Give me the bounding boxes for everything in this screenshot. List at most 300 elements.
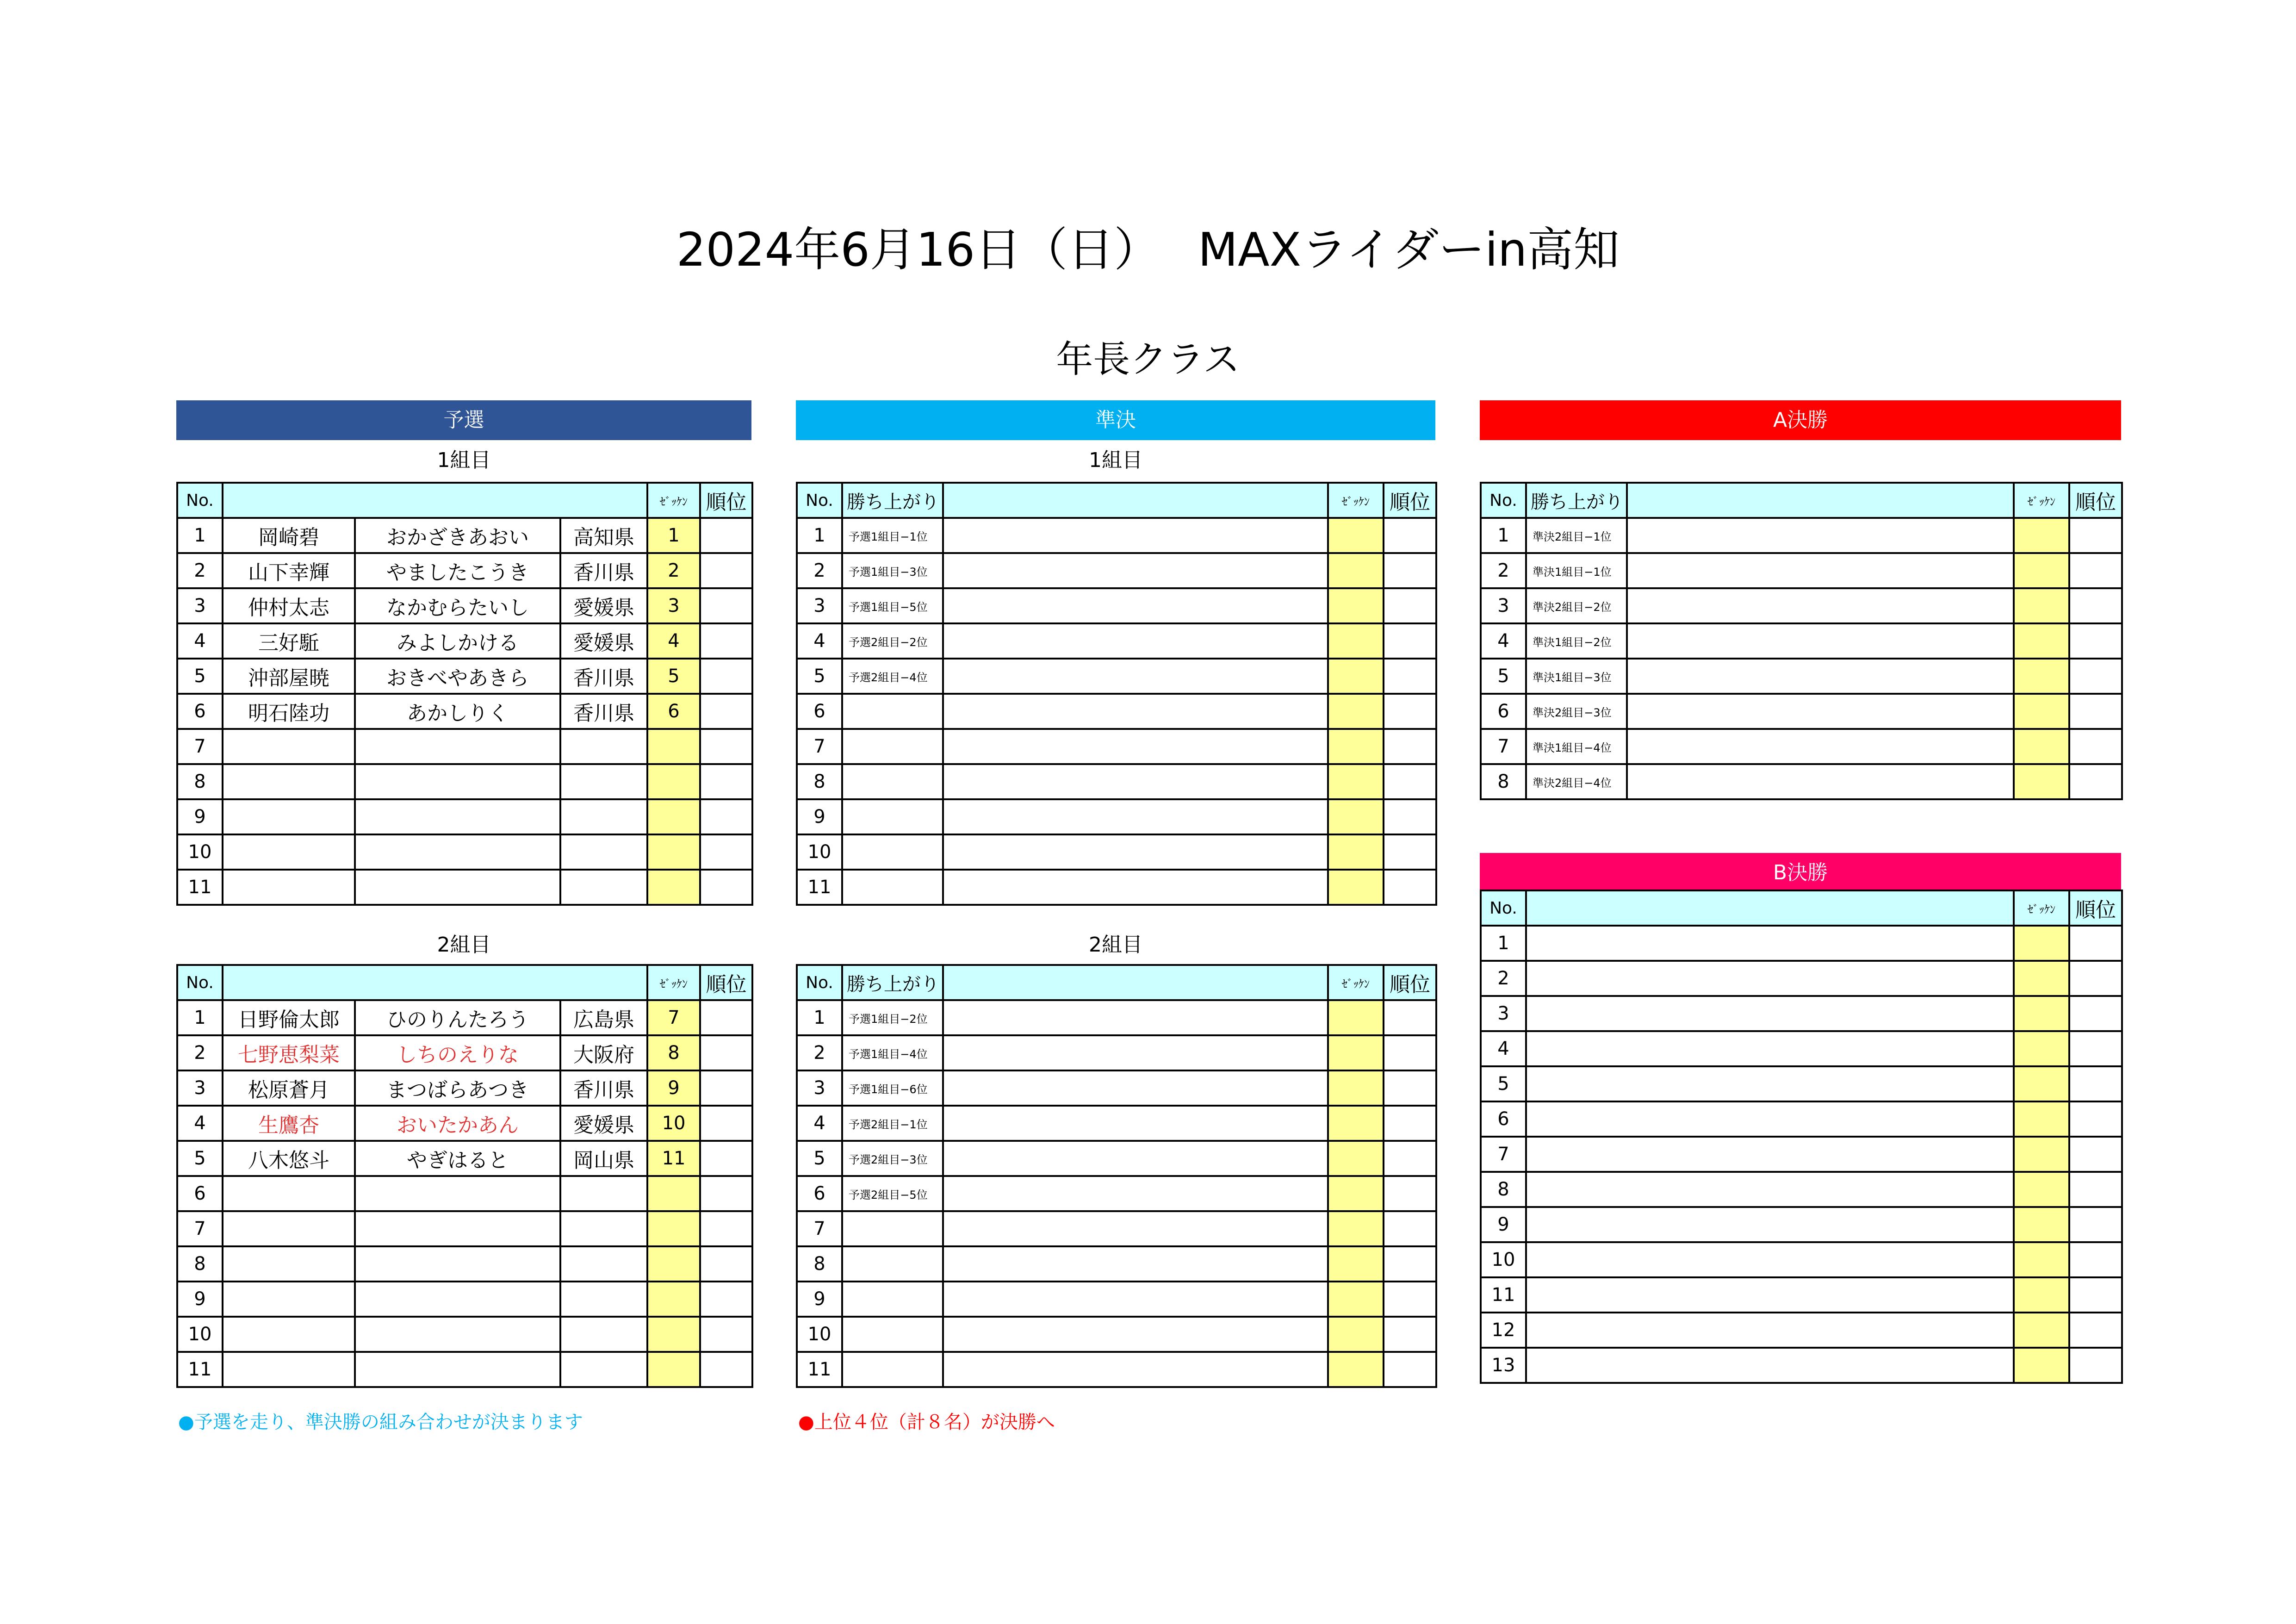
- row-no: 2: [797, 553, 842, 588]
- header-juni: 順位: [1384, 965, 1436, 1000]
- rider-prefecture: [560, 1282, 647, 1317]
- rider-cell: [943, 659, 1328, 694]
- row-no: 4: [797, 623, 842, 659]
- row-no: 5: [797, 1141, 842, 1176]
- zekken-cell: [2014, 729, 2069, 764]
- rank-cell: [1384, 1352, 1436, 1387]
- rank-cell: [2069, 1172, 2122, 1207]
- header-row: [1481, 890, 2122, 926]
- zekken-cell: [1328, 1106, 1384, 1141]
- table-row: [1481, 1172, 2122, 1207]
- table-row: [1481, 1313, 2122, 1348]
- rank-cell: [1384, 694, 1436, 729]
- table-row: [1481, 1242, 2122, 1277]
- advance-source: 準決2組目−3位: [1526, 694, 1627, 729]
- row-no: 9: [1481, 1207, 1526, 1242]
- row-no: 3: [177, 588, 223, 623]
- row-no: 3: [1481, 996, 1526, 1031]
- rider-cell: [943, 1070, 1328, 1106]
- zekken-cell: [1328, 553, 1384, 588]
- rank-cell: [1384, 553, 1436, 588]
- zekken-number: [647, 870, 700, 905]
- row-no: 3: [797, 588, 842, 623]
- table-row: [1481, 1101, 2122, 1137]
- row-no: 7: [1481, 729, 1526, 764]
- row-no: 1: [797, 518, 842, 553]
- zekken-cell: [2014, 926, 2069, 961]
- table-row: [177, 623, 752, 659]
- row-no: 3: [797, 1070, 842, 1106]
- row-no: 1: [797, 1000, 842, 1035]
- advance-source: 予選1組目−3位: [842, 553, 943, 588]
- table-row: [797, 870, 1436, 905]
- advance-source: [842, 694, 943, 729]
- rider-prefecture: 香川県: [560, 694, 647, 729]
- page-title: 2024年6月16日（日） MAXライダーin高知: [676, 223, 1620, 277]
- rank-cell: [700, 1352, 752, 1387]
- rank-cell: [1384, 518, 1436, 553]
- table-row: [177, 1141, 752, 1176]
- row-no: 10: [177, 1317, 223, 1352]
- zekken-cell: [1328, 1035, 1384, 1070]
- zekken-number: [647, 1246, 700, 1282]
- rank-cell: [2069, 1137, 2122, 1172]
- yosen-group2-label: 2組目: [437, 933, 491, 957]
- class-title: 年長クラス: [1056, 338, 1240, 381]
- advance-source: [842, 1246, 943, 1282]
- advance-source: 準決2組目−1位: [1526, 518, 1627, 553]
- advance-source: 予選2組目−5位: [842, 1176, 943, 1211]
- header-no: No.: [797, 965, 842, 1000]
- rider-name: [223, 1352, 355, 1387]
- rank-cell: [2069, 1313, 2122, 1348]
- zekken-number: [647, 1317, 700, 1352]
- zekken-cell: [2014, 694, 2069, 729]
- row-no: 8: [177, 1246, 223, 1282]
- header-no: No.: [177, 965, 223, 1000]
- header-row: [177, 965, 752, 1000]
- rider-cell: [1526, 1066, 2014, 1101]
- advance-source: 予選1組目−2位: [842, 1000, 943, 1035]
- rider-name: 生鷹杏: [223, 1106, 355, 1141]
- rank-cell: [700, 1141, 752, 1176]
- row-no: 8: [1481, 764, 1526, 799]
- rank-cell: [2069, 729, 2122, 764]
- header-kachiagari: 勝ち上がり: [842, 965, 943, 1000]
- rider-prefecture: 香川県: [560, 1070, 647, 1106]
- header-no: No.: [1481, 890, 1526, 926]
- rider-cell: [943, 834, 1328, 870]
- rider-cell: [1627, 694, 2014, 729]
- rider-prefecture: 愛媛県: [560, 588, 647, 623]
- row-no: 11: [797, 870, 842, 905]
- table-row: [1481, 1066, 2122, 1101]
- rider-prefecture: [560, 870, 647, 905]
- row-no: 7: [1481, 1137, 1526, 1172]
- rider-cell: [943, 1000, 1328, 1035]
- table-row: [797, 1106, 1436, 1141]
- rider-prefecture: [560, 834, 647, 870]
- rider-name: [223, 1246, 355, 1282]
- rider-kana: [355, 1317, 560, 1352]
- row-no: 1: [1481, 926, 1526, 961]
- zekken-number: 3: [647, 588, 700, 623]
- advance-source: [842, 1211, 943, 1246]
- table-row: [797, 834, 1436, 870]
- rider-cell: [1627, 764, 2014, 799]
- table-row: [177, 553, 752, 588]
- header-zekken: ｾﾞｯｹﾝ: [2014, 890, 2069, 926]
- header-zekken: ｾﾞｯｹﾝ: [1328, 483, 1384, 518]
- zekken-cell: [2014, 623, 2069, 659]
- table-row: [177, 729, 752, 764]
- table-row: [177, 1211, 752, 1246]
- rider-prefecture: [560, 1246, 647, 1282]
- rider-cell: [1627, 623, 2014, 659]
- rider-cell: [1627, 518, 2014, 553]
- table-row: [797, 694, 1436, 729]
- rider-kana: おかざきあおい: [355, 518, 560, 553]
- rider-name: [223, 1176, 355, 1211]
- row-no: 2: [797, 1035, 842, 1070]
- row-no: 3: [177, 1070, 223, 1106]
- advance-source: 準決2組目−4位: [1526, 764, 1627, 799]
- row-no: 2: [1481, 553, 1526, 588]
- rider-cell: [943, 1317, 1328, 1352]
- row-no: 7: [177, 729, 223, 764]
- header-row: [797, 965, 1436, 1000]
- rider-cell: [943, 1246, 1328, 1282]
- zekken-number: [647, 799, 700, 834]
- row-no: 2: [177, 553, 223, 588]
- rank-cell: [2069, 926, 2122, 961]
- row-no: 4: [1481, 623, 1526, 659]
- rank-cell: [700, 1282, 752, 1317]
- rank-cell: [1384, 1317, 1436, 1352]
- zekken-cell: [1328, 870, 1384, 905]
- rank-cell: [1384, 1000, 1436, 1035]
- row-no: 2: [1481, 961, 1526, 996]
- table-row: [177, 588, 752, 623]
- rider-prefecture: 愛媛県: [560, 1106, 647, 1141]
- zekken-cell: [1328, 588, 1384, 623]
- rider-kana: おきべやあきら: [355, 659, 560, 694]
- rider-name: [223, 870, 355, 905]
- rank-cell: [1384, 623, 1436, 659]
- table-row: [1481, 1137, 2122, 1172]
- rank-cell: [1384, 1211, 1436, 1246]
- zekken-number: 2: [647, 553, 700, 588]
- rank-cell: [2069, 1031, 2122, 1066]
- table-row: [177, 1035, 752, 1070]
- rank-cell: [2069, 1242, 2122, 1277]
- table-row: [177, 834, 752, 870]
- rider-cell: [1526, 1172, 2014, 1207]
- table-row: [1481, 659, 2122, 694]
- rider-kana: [355, 764, 560, 799]
- row-no: 4: [1481, 1031, 1526, 1066]
- zekken-cell: [1328, 1176, 1384, 1211]
- row-no: 10: [177, 834, 223, 870]
- a-final-band: A決勝: [1480, 400, 2121, 440]
- rider-prefecture: [560, 729, 647, 764]
- rider-cell: [1526, 1348, 2014, 1383]
- row-no: 11: [177, 870, 223, 905]
- table-row: [797, 799, 1436, 834]
- row-no: 5: [177, 1141, 223, 1176]
- zekken-cell: [1328, 659, 1384, 694]
- rank-cell: [1384, 1106, 1436, 1141]
- rider-kana: あかしりく: [355, 694, 560, 729]
- row-no: 9: [797, 1282, 842, 1317]
- rank-cell: [2069, 553, 2122, 588]
- rank-cell: [2069, 1101, 2122, 1137]
- rider-kana: しちのえりな: [355, 1035, 560, 1070]
- zekken-cell: [2014, 1313, 2069, 1348]
- rank-cell: [2069, 764, 2122, 799]
- rider-name: [223, 1317, 355, 1352]
- yosen-band: 予選: [176, 400, 751, 440]
- rider-cell: [1526, 1277, 2014, 1313]
- rider-cell: [1526, 1242, 2014, 1277]
- row-no: 2: [177, 1035, 223, 1070]
- zekken-number: 10: [647, 1106, 700, 1141]
- rider-cell: [943, 870, 1328, 905]
- a-final-table: [1480, 482, 2123, 800]
- rider-cell: [1526, 996, 2014, 1031]
- junketsu-group2-table: [796, 964, 1437, 1388]
- rider-cell: [943, 1211, 1328, 1246]
- zekken-number: [647, 1176, 700, 1211]
- row-no: 5: [177, 659, 223, 694]
- rank-cell: [2069, 518, 2122, 553]
- row-no: 3: [1481, 588, 1526, 623]
- zekken-cell: [1328, 623, 1384, 659]
- header-juni: 順位: [700, 483, 752, 518]
- row-no: 9: [177, 799, 223, 834]
- rank-cell: [700, 518, 752, 553]
- rider-kana: [355, 799, 560, 834]
- rank-cell: [2069, 1348, 2122, 1383]
- advance-source: 準決1組目−3位: [1526, 659, 1627, 694]
- table-row: [177, 1106, 752, 1141]
- table-row: [797, 659, 1436, 694]
- zekken-cell: [1328, 764, 1384, 799]
- zekken-cell: [2014, 996, 2069, 1031]
- header-no: No.: [797, 483, 842, 518]
- row-no: 5: [797, 659, 842, 694]
- rider-kana: [355, 1176, 560, 1211]
- header-zekken: ｾﾞｯｹﾝ: [647, 965, 700, 1000]
- header-blank: [943, 483, 1328, 518]
- b-final-table: [1480, 890, 2123, 1384]
- advance-source: 予選1組目−4位: [842, 1035, 943, 1070]
- header-blank: [223, 483, 647, 518]
- advance-source: 予選2組目−1位: [842, 1106, 943, 1141]
- rider-name: 岡崎碧: [223, 518, 355, 553]
- zekken-cell: [1328, 1317, 1384, 1352]
- rank-cell: [1384, 1246, 1436, 1282]
- rider-kana: [355, 870, 560, 905]
- rank-cell: [700, 799, 752, 834]
- header-row: [177, 483, 752, 518]
- table-row: [1481, 764, 2122, 799]
- zekken-cell: [1328, 1000, 1384, 1035]
- rider-name: [223, 1211, 355, 1246]
- rider-cell: [1526, 1101, 2014, 1137]
- rank-cell: [700, 588, 752, 623]
- rider-prefecture: 岡山県: [560, 1141, 647, 1176]
- zekken-cell: [2014, 659, 2069, 694]
- advance-source: 準決1組目−2位: [1526, 623, 1627, 659]
- zekken-cell: [2014, 518, 2069, 553]
- rank-cell: [700, 834, 752, 870]
- rider-prefecture: [560, 1211, 647, 1246]
- zekken-number: 5: [647, 659, 700, 694]
- rider-prefecture: 高知県: [560, 518, 647, 553]
- rider-prefecture: [560, 1176, 647, 1211]
- zekken-number: 7: [647, 1000, 700, 1035]
- row-no: 6: [797, 1176, 842, 1211]
- table-row: [1481, 961, 2122, 996]
- table-row: [177, 1000, 752, 1035]
- table-row: [797, 1317, 1436, 1352]
- rider-cell: [1526, 926, 2014, 961]
- zekken-cell: [2014, 764, 2069, 799]
- table-row: [797, 1035, 1436, 1070]
- table-row: [1481, 996, 2122, 1031]
- row-no: 8: [1481, 1172, 1526, 1207]
- rider-cell: [943, 1141, 1328, 1176]
- header-juni: 順位: [2069, 483, 2122, 518]
- advance-source: [842, 870, 943, 905]
- row-no: 6: [1481, 1101, 1526, 1137]
- table-row: [797, 1176, 1436, 1211]
- rider-cell: [1526, 961, 2014, 996]
- rank-cell: [1384, 1141, 1436, 1176]
- note-yosen: ●予選を走り、準決勝の組み合わせが決まります: [178, 1412, 583, 1433]
- rider-name: 仲村太志: [223, 588, 355, 623]
- table-row: [797, 518, 1436, 553]
- table-row: [177, 799, 752, 834]
- advance-source: 準決2組目−2位: [1526, 588, 1627, 623]
- row-no: 8: [797, 764, 842, 799]
- advance-source: [842, 1282, 943, 1317]
- rank-cell: [700, 1106, 752, 1141]
- zekken-number: 8: [647, 1035, 700, 1070]
- yosen-group2-table: [176, 964, 753, 1388]
- zekken-cell: [1328, 1352, 1384, 1387]
- table-row: [1481, 1277, 2122, 1313]
- zekken-number: 1: [647, 518, 700, 553]
- table-row: [177, 1070, 752, 1106]
- table-row: [177, 1246, 752, 1282]
- rider-cell: [1526, 1031, 2014, 1066]
- table-row: [797, 1000, 1436, 1035]
- header-blank: [223, 965, 647, 1000]
- junketsu-group2-label: 2組目: [1089, 933, 1142, 957]
- rider-prefecture: [560, 799, 647, 834]
- rider-name: 三好駈: [223, 623, 355, 659]
- table-row: [177, 870, 752, 905]
- zekken-cell: [2014, 1207, 2069, 1242]
- header-kachiagari: 勝ち上がり: [1526, 483, 1627, 518]
- zekken-cell: [2014, 1031, 2069, 1066]
- rank-cell: [700, 1246, 752, 1282]
- zekken-cell: [1328, 1141, 1384, 1176]
- table-row: [797, 729, 1436, 764]
- table-row: [1481, 588, 2122, 623]
- header-blank: [1627, 483, 2014, 518]
- row-no: 4: [797, 1106, 842, 1141]
- row-no: 11: [797, 1352, 842, 1387]
- rider-kana: ひのりんたろう: [355, 1000, 560, 1035]
- rank-cell: [1384, 588, 1436, 623]
- zekken-number: [647, 1211, 700, 1246]
- rider-cell: [1627, 553, 2014, 588]
- advance-source: 予選2組目−3位: [842, 1141, 943, 1176]
- row-no: 7: [797, 1211, 842, 1246]
- rider-cell: [943, 764, 1328, 799]
- table-row: [177, 764, 752, 799]
- advance-source: [842, 799, 943, 834]
- table-row: [177, 659, 752, 694]
- row-no: 4: [177, 1106, 223, 1141]
- zekken-cell: [2014, 1348, 2069, 1383]
- rank-cell: [700, 553, 752, 588]
- rider-cell: [943, 623, 1328, 659]
- zekken-cell: [1328, 729, 1384, 764]
- rank-cell: [700, 1035, 752, 1070]
- header-juni: 順位: [700, 965, 752, 1000]
- zekken-cell: [2014, 1242, 2069, 1277]
- table-row: [177, 1352, 752, 1387]
- rank-cell: [2069, 659, 2122, 694]
- rider-cell: [1627, 659, 2014, 694]
- rider-prefecture: 愛媛県: [560, 623, 647, 659]
- row-no: 4: [177, 623, 223, 659]
- row-no: 10: [797, 1317, 842, 1352]
- rank-cell: [2069, 961, 2122, 996]
- b-final-band: B決勝: [1480, 853, 2121, 893]
- rank-cell: [2069, 996, 2122, 1031]
- zekken-cell: [1328, 518, 1384, 553]
- zekken-cell: [1328, 799, 1384, 834]
- zekken-cell: [1328, 834, 1384, 870]
- rider-name: 明石陸功: [223, 694, 355, 729]
- table-row: [1481, 1348, 2122, 1383]
- rider-cell: [943, 1282, 1328, 1317]
- rank-cell: [2069, 623, 2122, 659]
- zekken-cell: [2014, 553, 2069, 588]
- header-zekken: ｾﾞｯｹﾝ: [1328, 965, 1384, 1000]
- table-row: [797, 623, 1436, 659]
- row-no: 9: [177, 1282, 223, 1317]
- header-blank: [943, 965, 1328, 1000]
- rank-cell: [700, 1000, 752, 1035]
- row-no: 8: [177, 764, 223, 799]
- table-row: [177, 518, 752, 553]
- zekken-number: 11: [647, 1141, 700, 1176]
- rider-name: 松原蒼月: [223, 1070, 355, 1106]
- rider-name: [223, 834, 355, 870]
- rider-name: [223, 1282, 355, 1317]
- note-final: ●上位４位（計８名）が決勝へ: [798, 1412, 1055, 1433]
- rank-cell: [700, 729, 752, 764]
- row-no: 6: [1481, 694, 1526, 729]
- zekken-cell: [1328, 694, 1384, 729]
- table-row: [797, 1282, 1436, 1317]
